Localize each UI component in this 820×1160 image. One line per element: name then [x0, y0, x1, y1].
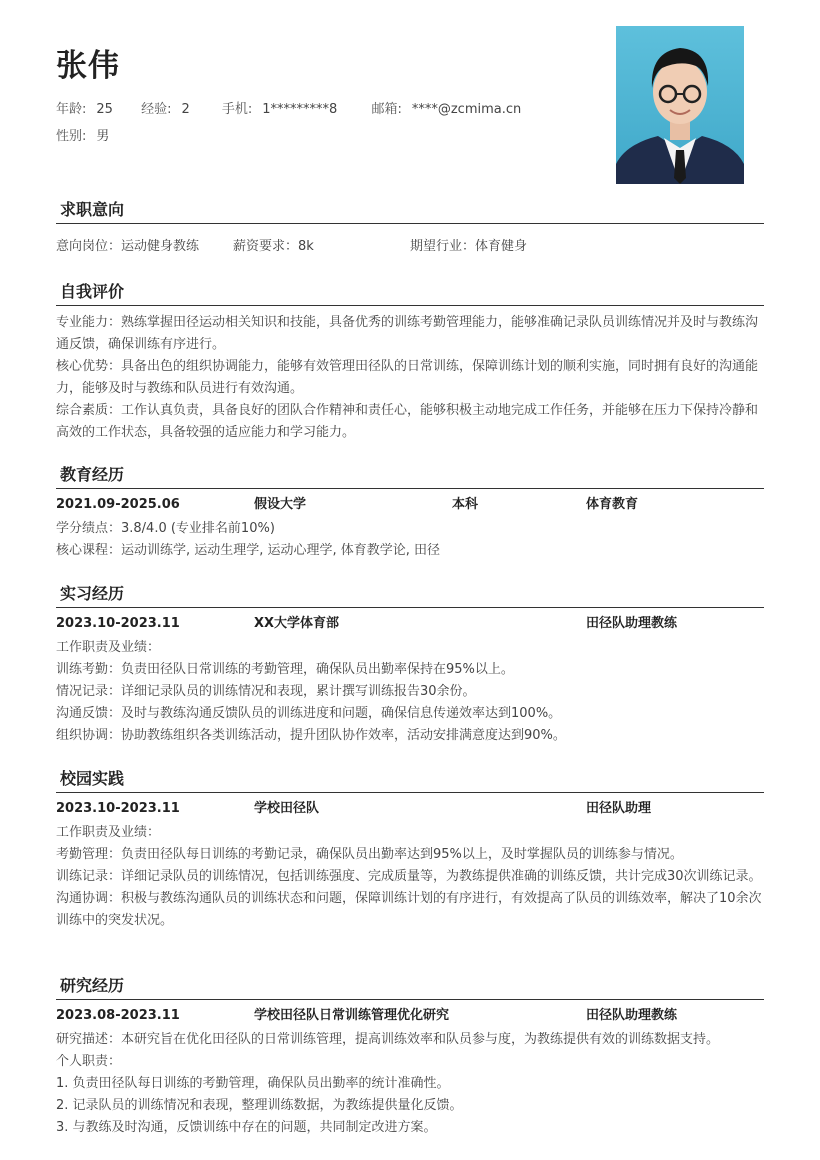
phone-label: 手机:: [221, 102, 253, 117]
research-role: 田径队助理教练: [586, 1008, 678, 1023]
internship-date: 2023.10-2023.11: [56, 616, 180, 631]
campus-org: 学校田径队: [254, 801, 320, 816]
internship-line: 训练考勤：负责田径队日常训练的考勤管理，确保队员出勤率保持在95%以上。: [56, 662, 514, 677]
education-date: 2021.09-2025.06: [56, 497, 180, 512]
phone-value: 1*********8: [262, 102, 338, 117]
section-title: 研究经历: [56, 973, 764, 1000]
research-line: 1. 负责田径队每日训练的考勤管理，确保队员出勤率的统计准确性。: [56, 1076, 450, 1091]
self-eval-paragraph: 专业能力：熟练掌握田径运动相关知识和技能，具备优秀的训练考勤管理能力，能够准确记录队员训练情况并及时与教练沟通反馈，确保训练有序进行。: [56, 315, 759, 352]
self-eval-paragraph: 综合素质：工作认真负责，具备良好的团队合作精神和责任心，能够积极主动地完成工作任务，并能够在压力下保持冷静和高效的工作状态，具备较强的适应能力和学习能力。: [56, 403, 759, 440]
avatar-illustration: [616, 26, 744, 184]
internship-header-row: [56, 611, 764, 637]
desired-position: 意向岗位：运动健身教练: [56, 239, 200, 254]
campus-header-row: [56, 796, 764, 822]
research-line: 2. 记录队员的训练情况和表现，整理训练数据，为教练提供量化反馈。: [56, 1098, 463, 1113]
self-eval-paragraph: 核心优势：具备出色的组织协调能力，能够有效管理田径队的日常训练，保障训练计划的顺利实施，同时拥有良好的沟通能力，能够及时与教练和队员进行有效沟通。: [56, 359, 759, 396]
campus-date: 2023.10-2023.11: [56, 801, 180, 816]
research-date: 2023.08-2023.11: [56, 1008, 180, 1023]
research-section: [56, 973, 764, 1139]
research-header-row: [56, 1003, 764, 1029]
basic-info-row-1: [56, 100, 549, 120]
email-label: 邮箱:: [371, 102, 402, 117]
research-line: 3. 与教练及时沟通，反馈训练中存在的问题，共同制定改进方案。: [56, 1120, 437, 1135]
section-title: 实习经历: [56, 581, 764, 608]
campus-line: 训练记录：详细记录队员的训练情况，包括训练强度、完成质量等，为教练提供准确的训练反馈，共计完成30次训练记录。: [56, 869, 762, 884]
age-value: 25: [96, 102, 113, 117]
gpa: 学分绩点：3.8/4.0 (专业排名前10%): [56, 521, 275, 536]
internship-org: XX大学体育部: [254, 616, 340, 631]
campus-line: 沟通协调：积极与教练沟通队员的训练状态和问题，保障训练计划的有序进行，有效提高了队员的训练效率，解决了10余次训练中的突发状况。: [56, 891, 762, 928]
school-name: 假设大学: [254, 497, 307, 512]
internship-line: 沟通反馈：及时与教练沟通反馈队员的训练进度和问题，确保信息传递效率达到100%。: [56, 706, 562, 721]
basic-info-row-2: [56, 127, 137, 147]
internship-line: 情况记录：详细记录队员的训练情况和表现，累计撰写训练报告30余份。: [56, 684, 476, 699]
internship-role: 田径队助理教练: [586, 616, 678, 631]
education-section: [56, 462, 764, 562]
age-label: 年龄:: [56, 102, 87, 117]
candidate-name: 张伟: [56, 48, 120, 84]
profile-photo: [616, 26, 744, 184]
degree: 本科: [452, 497, 479, 512]
internship-line: 组织协调：协助教练组织各类训练活动，提升团队协作效率，活动安排满意度达到90%。: [56, 728, 566, 743]
internship-line: 工作职责及业绩：: [56, 640, 161, 655]
internship-section: [56, 581, 764, 747]
campus-line: 考勤管理：负责田径队每日训练的考勤记录，确保队员出勤率达到95%以上，及时掌握队员的训练参与情况。: [56, 847, 683, 862]
gender-label: 性别:: [56, 129, 87, 144]
gender-value: 男: [96, 129, 110, 144]
major: 体育教育: [586, 497, 639, 512]
salary-requirement: 薪资要求：8k: [233, 239, 314, 254]
campus-role: 田径队助理: [586, 801, 652, 816]
section-title: 教育经历: [56, 462, 764, 489]
campus-line: 工作职责及业绩：: [56, 825, 161, 840]
research-project: 学校田径队日常训练管理优化研究: [254, 1008, 450, 1023]
research-line: 个人职责：: [56, 1054, 122, 1069]
email-value: ****@zcmima.cn: [411, 102, 522, 117]
experience-value: 2: [181, 102, 190, 117]
self-evaluation-section: [56, 279, 764, 444]
job-intent-row: [56, 236, 764, 258]
campus-practice-section: [56, 766, 764, 932]
education-header-row: [56, 492, 764, 518]
job-intent-section: [56, 197, 764, 258]
section-title: 校园实践: [56, 766, 764, 793]
section-title: 求职意向: [56, 197, 764, 224]
research-line: 研究描述：本研究旨在优化田径队的日常训练管理，提高训练效率和队员参与度，为教练提供有效的训练数据支持。: [56, 1032, 720, 1047]
core-courses: 核心课程：运动训练学, 运动生理学, 运动心理学, 体育教学论, 田径: [56, 543, 441, 558]
desired-industry: 期望行业：体育健身: [410, 239, 528, 254]
section-title: 自我评价: [56, 279, 764, 306]
experience-label: 经验:: [141, 102, 172, 117]
